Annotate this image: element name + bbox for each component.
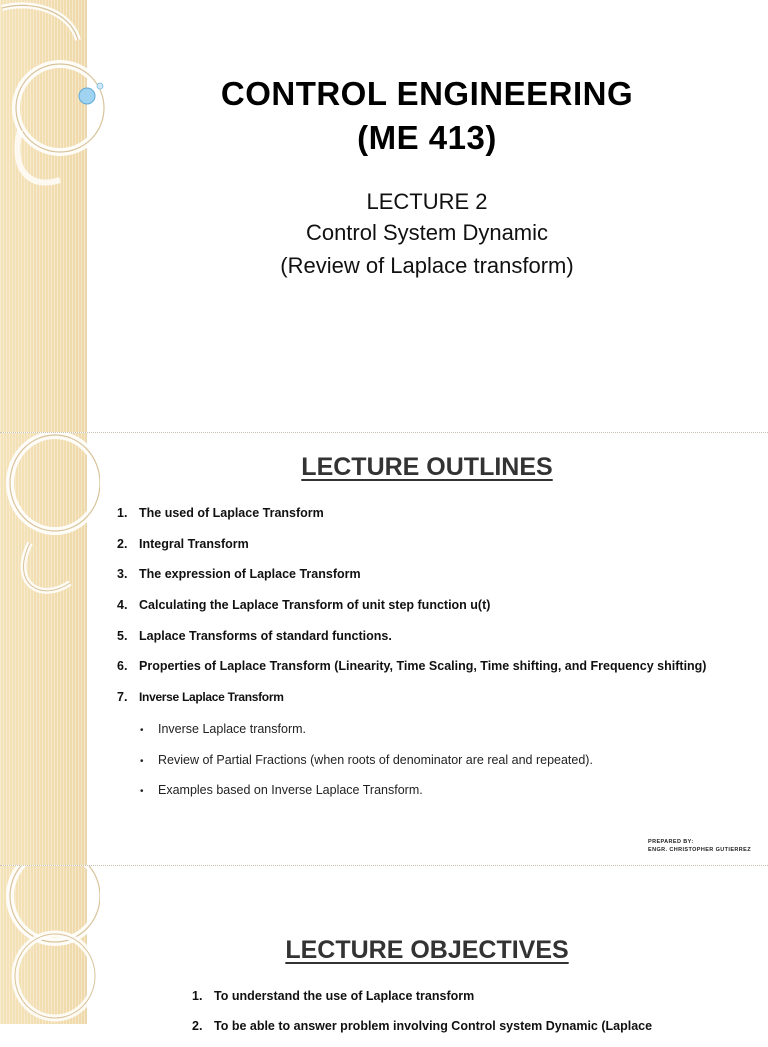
swirl-decoration-icon xyxy=(0,866,100,1024)
list-item: 4. Calculating the Laplace Transform of unit step function u(t) xyxy=(117,598,491,613)
list-item: 1. To understand the use of Laplace transform xyxy=(192,989,475,1003)
lecture-number: LECTURE 2 xyxy=(366,189,488,214)
list-item: 2. Integral Transform xyxy=(117,536,249,551)
list-item: 6. Properties of Laplace Transform (Linearity, Time Scaling, Time shifting, and Frequency shifting) xyxy=(117,659,707,674)
sub-bullet-list xyxy=(140,720,593,812)
list-item: 1. The used of Laplace Transform xyxy=(117,506,324,520)
lecture-topic: Control System Dynamic xyxy=(305,220,549,245)
list-item: 7. Inverse Laplace Transform xyxy=(117,690,284,705)
bullet-icon: • xyxy=(140,786,144,798)
prepared-by: PREPARED BY: ENGR. CHRISTOPHER GUTIERREZ xyxy=(648,839,751,853)
title-line-1: CONTROL ENGINEERING xyxy=(220,75,634,112)
list-item: 3. The expression of Laplace Transform xyxy=(117,567,361,582)
title-line-2: (ME 413) xyxy=(357,119,497,156)
title-slide xyxy=(0,0,768,432)
list-item: 2. To be able to answer problem involving Control system Dynamic (Laplace xyxy=(192,1019,653,1033)
bullet-icon: • xyxy=(140,725,144,736)
list-item: • Inverse Laplace transform. xyxy=(140,720,593,751)
outline-heading: LECTURE OUTLINES xyxy=(301,453,553,481)
list-item: • Review of Partial Fractions (when roots of denominator are real and repeated). xyxy=(140,751,593,782)
bullet-icon: • xyxy=(140,755,144,767)
outline-list xyxy=(117,504,706,719)
objectives-heading: LECTURE OBJECTIVES xyxy=(285,936,569,964)
list-item: • Examples based on Inverse Laplace Transform. xyxy=(140,781,593,812)
page-title xyxy=(86,72,768,160)
list-item: 5. Laplace Transforms of standard functions. xyxy=(117,628,392,643)
swirl-decoration-icon xyxy=(0,433,100,865)
lecture-subtopic: (Review of Laplace transform) xyxy=(280,253,574,278)
objectives-list xyxy=(192,987,652,1047)
